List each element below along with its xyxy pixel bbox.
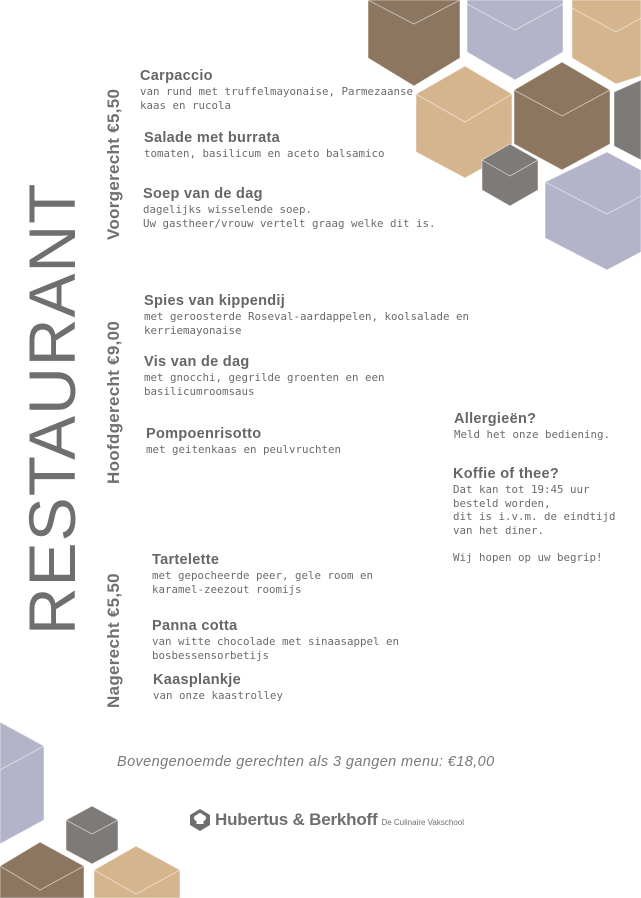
school-logo — [189, 808, 464, 832]
allergy-question: Allergieën? — [454, 411, 537, 427]
hexagon-grey-edge — [614, 80, 641, 160]
dish-description: met geitenkaas en peulvruchten — [146, 443, 342, 456]
dish-description: dagelijks wisselende soep. Uw gastheer/vrouw vertelt graag welke dit is. — [143, 203, 436, 230]
dish-name: Carpaccio — [140, 68, 213, 84]
hexagon-grey-bottom — [66, 806, 118, 864]
logo-subtitle: De Culinaire Vakschool — [381, 818, 464, 827]
dish-item — [140, 68, 413, 112]
hexagon-tan-top-right — [572, 0, 641, 84]
dish-item — [144, 293, 469, 337]
dish-name: Soep van de dag — [143, 186, 263, 202]
restaurant-title: RESTAURANT — [15, 182, 89, 635]
coffee-note — [453, 466, 616, 564]
dish-name: Pompoenrisotto — [146, 426, 262, 442]
dish-description: met geroosterde Roseval-aardappelen, koolsalade en kerriemayonaise — [144, 310, 470, 337]
dish-description: met gepocheerde peer, gele room en karamel-zeezout roomijs — [152, 569, 374, 596]
dish-item — [153, 672, 283, 703]
allergy-answer: Meld het onze bediening. — [454, 428, 611, 441]
dish-description: van onze kaastrolley — [153, 689, 284, 702]
dish-name: Vis van de dag — [144, 354, 250, 370]
dish-name: Kaasplankje — [153, 672, 241, 688]
coffee-answer: Dat kan tot 19:45 uur besteld worden, dit is i.v.m. de eindtijd van het diner. Wij hopen op uw begrip! — [453, 483, 616, 564]
dish-description: van witte chocolade met sinaasappel en bosbessensorbetijs — [152, 635, 400, 662]
course-label-main: Hoofdgerecht €9,00 — [104, 320, 123, 484]
hexagon-lavender-bottom — [0, 722, 44, 844]
dish-name: Salade met burrata — [144, 130, 280, 146]
dish-item — [152, 552, 373, 596]
dish-item — [144, 354, 385, 398]
dish-name: Spies van kippendij — [144, 293, 286, 309]
logo-brand-name: Hubertus & Berkhoff — [215, 810, 378, 829]
dish-item — [144, 130, 385, 161]
course-label-starter: Voorgerecht €5,50 — [104, 88, 123, 240]
dish-name: Panna cotta — [152, 618, 238, 634]
dish-description: van rund met truffelmayonaise, Parmezaanse kaas en rucola — [140, 85, 414, 112]
course-label-dessert: Nagerecht €5,50 — [104, 573, 123, 708]
three-course-menu-note: Bovengenoemde gerechten als 3 gangen menu: €18,00 — [117, 754, 495, 770]
coffee-question: Koffie of thee? — [453, 466, 559, 482]
dish-description: met gnocchi, gegrilde groenten en een basilicumroomsaus — [144, 371, 385, 398]
allergy-note — [454, 411, 610, 442]
dish-item — [152, 618, 399, 662]
dish-description: tomaten, basilicum en aceto balsamico — [144, 147, 385, 160]
dish-name: Tartelette — [152, 552, 220, 568]
chef-hat-icon — [189, 808, 211, 832]
hexagon-lavender-large — [545, 152, 641, 270]
dish-item — [143, 186, 436, 230]
dish-item — [146, 426, 341, 457]
